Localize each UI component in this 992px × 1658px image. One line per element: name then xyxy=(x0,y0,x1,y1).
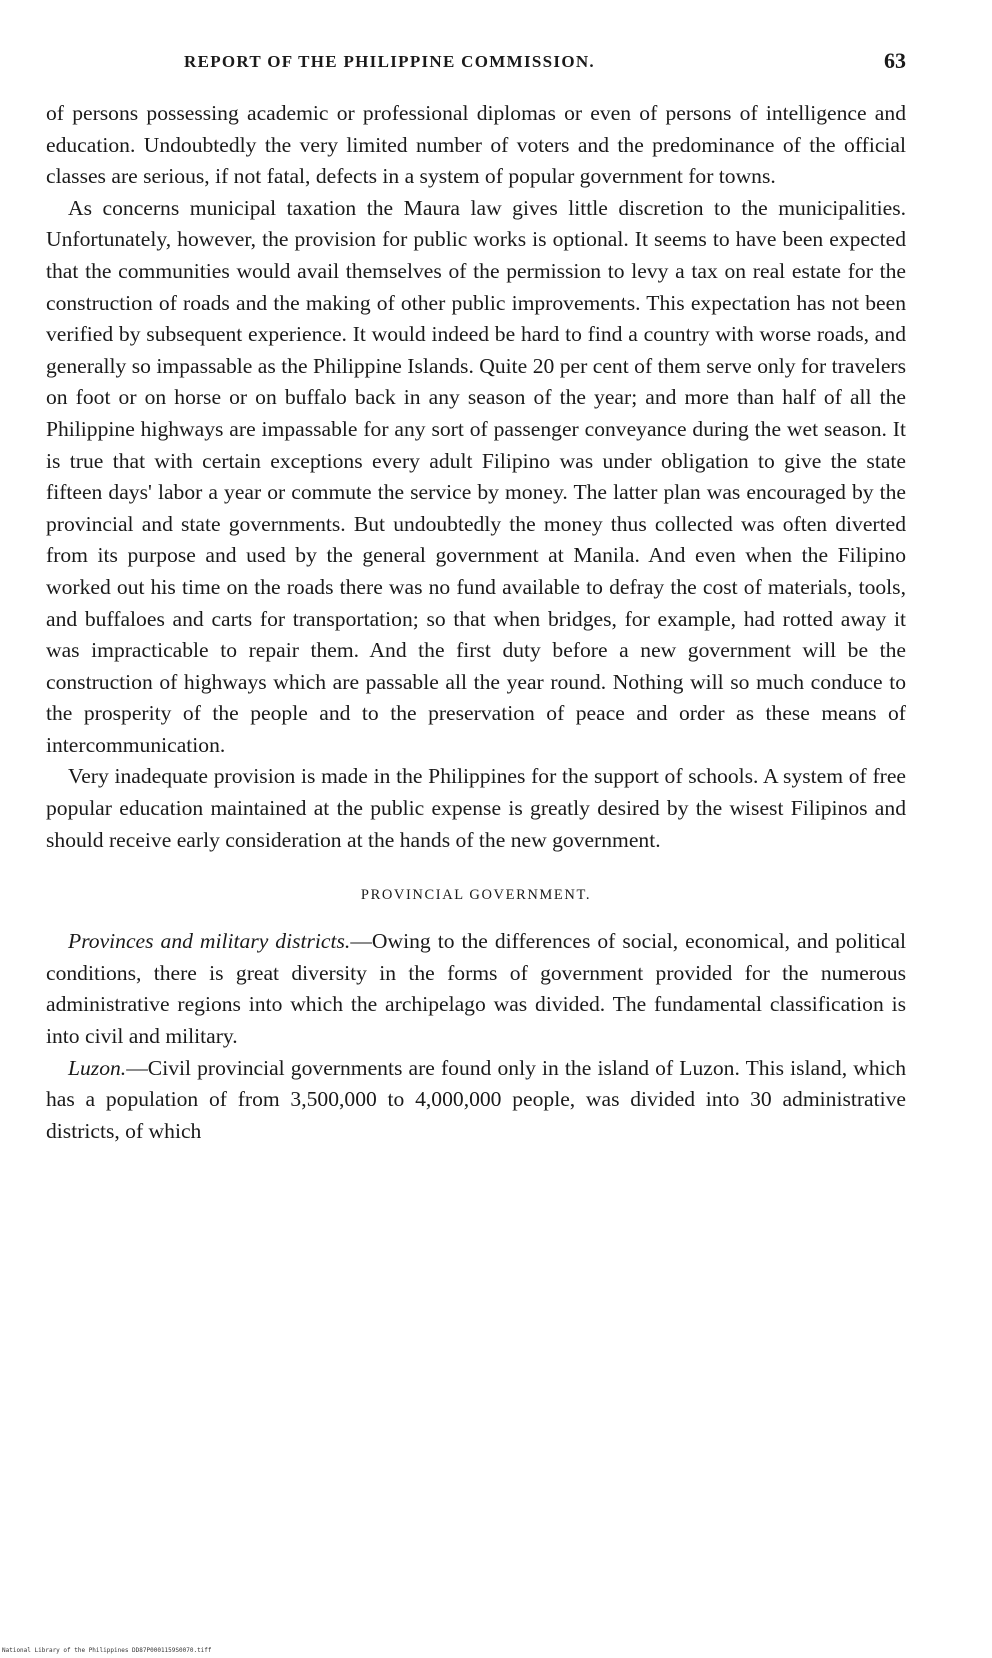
paragraph-schools: Very inadequate provision is made in the Philippines for the support of schools. A system of free popular education maintained at the public expense is greatly desired by the wisest Filipinos and should receive early consideration at the hands of the new government. xyxy=(46,764,906,852)
body-text xyxy=(46,98,906,1147)
page-number: 63 xyxy=(884,48,906,73)
paragraph-luzon xyxy=(46,1053,906,1148)
section-heading: PROVINCIAL GOVERNMENT. xyxy=(360,887,592,904)
paragraph-lead-provinces: Provinces and military districts. xyxy=(68,929,351,954)
paragraph-provinces xyxy=(46,926,906,1052)
paragraph-municipal-taxation: As concerns municipal taxation the Maura law gives little discretion to the municipalities. Unfortunately, however, the provision for public works is optional. It seems to have been expected that the communities would avail themselves of the permission to levy a tax on real estate for the construction of roads and the making of other public improvements. This expectation has not been verified by subsequent experience. It would indeed be hard to find a country with worse roads, and generally so impassable as the Philippine Islands. Quite 20 per cent of them serve only for travelers on foot or on horse or on buffalo back in any season of the year; and more than half of all the Philippine highways are impassable for any sort of passenger conveyance during the wet season. It is true that with certain exceptions every adult Filipino was under obligation to give the state fifteen days' labor a year or commute the service by money. The latter plan was encouraged by the provincial and state governments. But undoubtedly the money thus collected was often diverted from its purpose and used by the general government at Manila. And even when the Filipino worked out his time on the roads there was no fund available to defray the cost of materials, tools, and buffaloes and carts for transportation; so that when bridges, for example, had rotted away it was impracticable to repair them. And the first duty before a new government will be the construction of highways which are passable all the year round. Nothing will so much conduce to the prosperity of the people and to the preservation of peace and order as these means of intercommunication. xyxy=(46,195,906,757)
paragraph-text-provinces: —Owing to the differences of social, economical, and political conditions, there is great diversity in the forms of government provided for the numerous administrative regions into which the archipelago was divided. The fundamental classification is into civil and military. xyxy=(46,929,907,1049)
paragraph-lead-luzon: Luzon. xyxy=(68,1055,127,1080)
paragraph-text-luzon: —Civil provincial governments are found only in the island of Luzon. This island, which has a population of from 3,500,000 to 4,000,000 people, was divided into 30 administrative districts, of which xyxy=(46,1055,906,1143)
paragraph-continuation: of persons possessing academic or professional diplomas or even of persons of intelligence and education. Undoubtedly the very limited number of voters and the predominance of the official classes are serious, if not fatal, defects in a system of popular government for towns. xyxy=(46,101,906,189)
scan-footer: National Library of the Philippines DD87P0001159S0070.tiff xyxy=(2,1647,212,1654)
running-title: REPORT OF THE PHILIPPINE COMMISSION. xyxy=(184,52,595,71)
page-header xyxy=(46,48,906,80)
